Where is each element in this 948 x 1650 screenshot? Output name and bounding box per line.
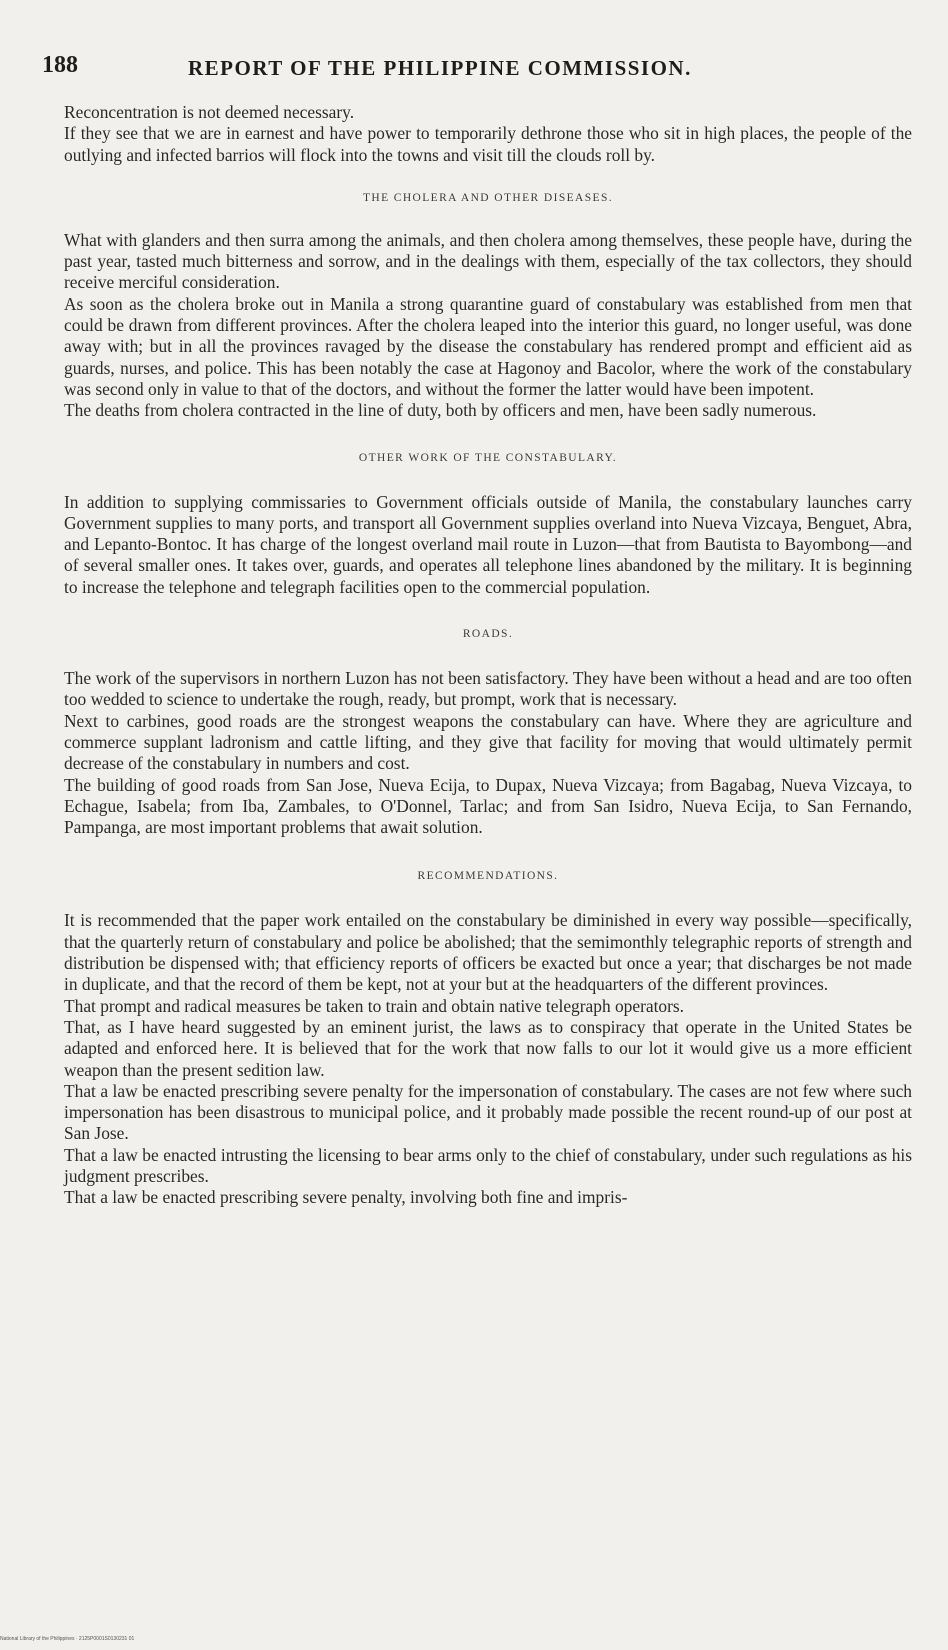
body-text <box>64 102 912 1209</box>
paragraph: That a law be enacted prescribing severe penalty, involving both fine and impris- <box>64 1187 628 1208</box>
paragraph: Reconcentration is not deemed necessary. <box>64 102 355 122</box>
paragraph: The work of the supervisors in northern Luzon has not been satisfactory. They have been without a head and are too often too wedded to science to undertake the rough, ready, but prompt, work that is necessary. <box>64 668 912 710</box>
section-heading-cholera: THE CHOLERA AND OTHER DISEASES. <box>362 191 614 204</box>
section-heading-recommendations: RECOMMENDATIONS. <box>417 870 559 883</box>
paragraph: That a law be enacted intrusting the licensing to bear arms only to the chief of constabulary, under such regulations as his judgment prescribes. <box>64 1144 912 1186</box>
scan-footer: National Library of the Philippines · 2125P0001S0130231 01 <box>0 1636 135 1642</box>
page-header <box>42 52 912 86</box>
paragraph: Next to carbines, good roads are the strongest weapons the constabulary can have. Where they are agriculture and commerce supplant ladronism and cattle lifting, and they give that facility for moving that would ultimately permit decrease of the constabulary in numbers and cost. <box>64 710 912 774</box>
paragraph: In addition to supplying commissaries to Government officials outside of Manila, the constabulary launches carry Government supplies to many ports, and transport all Government supplies overland into Nueva Vizcaya, Benguet, Abra, and Lepanto-Bontoc. It has charge of the longest overland mail route in Luzon—that from Bautista to Bayombong—and of several smaller ones. It takes over, guards, and operates all telephone lines abandoned by the military. It is beginning to increase the telephone and telegraph facilities open to the commercial population. <box>64 491 912 597</box>
paragraph: It is recommended that the paper work entailed on the constabulary be diminished in every way possible—specifically, that the quarterly return of constabulary and police be abolished; that the semimonthly telegraphic reports of strength and distribution be dispensed with; that efficiency reports of officers be exacted but once a year; that discharges be not made in duplicate, and that the record of them be kept, not at your but at the headquarters of the different provinces. <box>64 910 912 995</box>
section-heading-roads: ROADS. <box>462 628 514 641</box>
paragraph: The deaths from cholera contracted in the line of duty, both by officers and men, have been sadly numerous. <box>64 400 817 421</box>
paragraph: What with glanders and then surra among the animals, and then cholera among themselves, these people have, during the past year, tasted much bitterness and sorrow, and in the dealings with them, especially of the tax collectors, they should receive merciful consideration. <box>64 229 912 293</box>
paragraph: That prompt and radical measures be taken to train and obtain native telegraph operators. <box>64 995 685 1016</box>
paragraph: If they see that we are in earnest and have power to temporarily dethrone those who sit in high places, the people of the outlying and infected barrios will flock into the towns and visit till the clouds roll by. <box>64 123 912 165</box>
paragraph: That, as I have heard suggested by an eminent jurist, the laws as to conspiracy that operate in the United States be adapted and enforced here. It is believed that for the work that now falls to our lot it would give us a more efficient weapon than the present sedition law. <box>64 1016 912 1080</box>
page-number: 188 <box>42 52 78 78</box>
paragraph: That a law be enacted prescribing severe penalty for the impersonation of constabulary. The cases are not few where such impersonation has been disastrous to municipal police, and it probably made possible the recent round-up of our post at San Jose. <box>64 1080 912 1144</box>
running-title: REPORT OF THE PHILIPPINE COMMISSION. <box>188 56 692 80</box>
section-heading-other-work: OTHER WORK OF THE CONSTABULARY. <box>358 451 618 464</box>
paragraph: As soon as the cholera broke out in Manila a strong quarantine guard of constabulary was established from men that could be drawn from different provinces. After the cholera leaped into the interior this guard, no longer useful, was done away with; but in all the provinces ravaged by the disease the constabulary has rendered prompt and efficient aid as guards, nurses, and police. This has been notably the case at Hagonoy and Bacolor, where the work of the constabulary was second only in value to that of the doctors, and without the former the latter would have been impotent. <box>64 293 912 399</box>
paragraph: The building of good roads from San Jose, Nueva Ecija, to Dupax, Nueva Vizcaya; from Bagabag, Nueva Vizcaya, to Echague, Isabela; from Iba, Zambales, to O'Donnel, Tarlac; and from San Isidro, Nueva Ecija, to San Fernando, Pampanga, are most important problems that await solution. <box>64 774 912 838</box>
